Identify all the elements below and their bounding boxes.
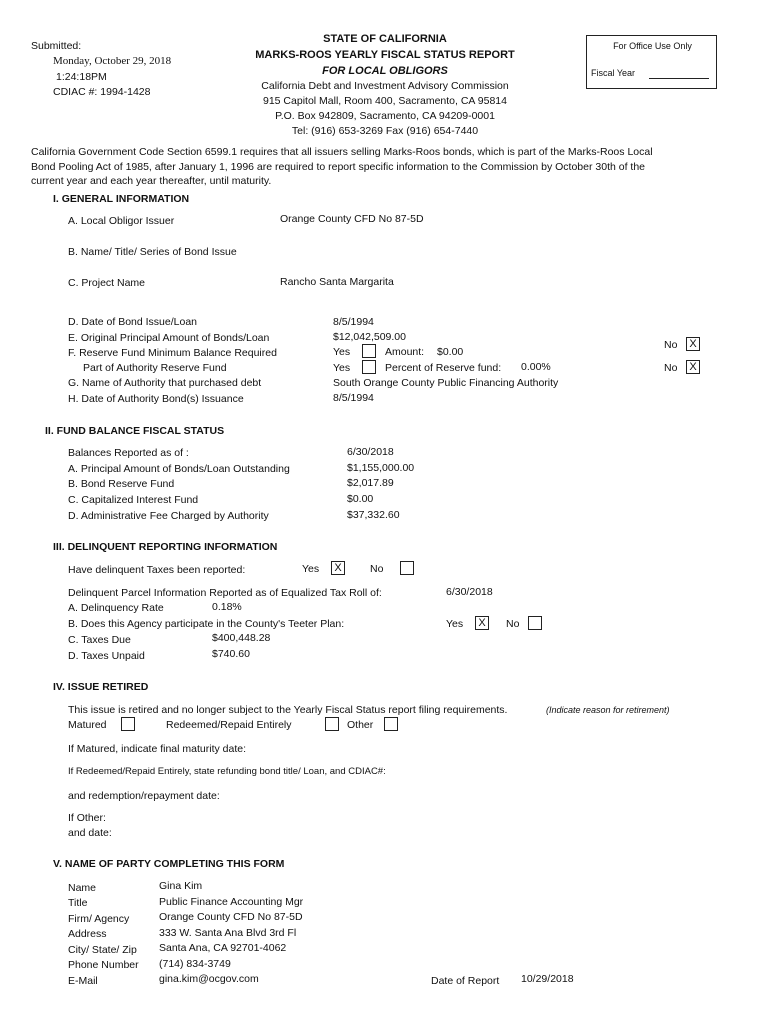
redemption-date-label: and redemption/repayment date: (68, 790, 220, 802)
contact-city-value: Santa Ana, CA 92701-4062 (159, 942, 287, 954)
section-delinquent-reporting: III. DELINQUENT REPORTING INFORMATION (53, 541, 278, 553)
section-general-information: I. GENERAL INFORMATION (53, 193, 190, 205)
reserve-yes-checkbox[interactable] (362, 344, 376, 358)
capitalized-interest-label: C. Capitalized Interest Fund (68, 494, 199, 506)
matured-label: Matured (68, 719, 107, 731)
section-completing-party: V. NAME OF PARTY COMPLETING THIS FORM (53, 858, 285, 870)
contact-name-label: Name (68, 882, 97, 894)
agency-address: 915 Capitol Mall, Room 400, Sacramento, CA 95814 (263, 95, 507, 107)
project-name-label: C. Project Name (68, 277, 146, 289)
balances-as-of-value: 6/30/2018 (347, 446, 394, 458)
admin-fee-value: $37,332.60 (347, 509, 400, 521)
fiscal-year-field[interactable] (649, 78, 709, 79)
bond-issue-name-label: B. Name/ Title/ Series of Bond Issue (68, 246, 237, 258)
contact-firm-label: Firm/ Agency (68, 913, 130, 925)
teeter-no-label: No (506, 618, 520, 630)
authority-reserve-no-label: No (664, 362, 678, 374)
bond-reserve-fund-label: B. Bond Reserve Fund (68, 478, 175, 490)
contact-phone-label: Phone Number (68, 959, 139, 971)
taxes-unpaid-label: D. Taxes Unpaid (68, 650, 145, 662)
contact-city-label: City/ State/ Zip (68, 944, 137, 956)
authority-bond-date-value: 8/5/1994 (333, 392, 374, 404)
reserve-no-label: No (664, 339, 678, 351)
reserve-percent-value: 0.00% (521, 361, 551, 373)
state-heading: STATE OF CALIFORNIA (323, 33, 447, 45)
taxes-due-label: C. Taxes Due (68, 634, 131, 646)
contact-title-label: Title (68, 897, 88, 909)
matured-checkbox[interactable] (121, 717, 135, 731)
admin-fee-label: D. Administrative Fee Charged by Authority (68, 510, 269, 522)
bond-issue-date-value: 8/5/1994 (333, 316, 374, 328)
project-name-value: Rancho Santa Margarita (280, 276, 394, 288)
contact-phone-value: (714) 834-3749 (159, 958, 231, 970)
agency-name: California Debt and Investment Advisory Commission (261, 80, 509, 92)
local-obligor-label: A. Local Obligor Issuer (68, 215, 175, 227)
parcel-info-date: 6/30/2018 (446, 586, 493, 598)
authority-name-value: South Orange County Public Financing Authority (333, 377, 559, 389)
submitted-label: Submitted: (31, 40, 82, 52)
teeter-plan-label: B. Does this Agency participate in the County's Teeter Plan: (68, 618, 345, 630)
other-label: Other (347, 719, 374, 731)
delinquency-rate-label: A. Delinquency Rate (68, 602, 164, 614)
intro-line-1: California Government Code Section 6599.1 requires that all issuers selling Marks-Roos bonds, which is part of the Marks-Roos Local (31, 146, 653, 158)
refunding-info-label: If Redeemed/Repaid Entirely, state refunding bond title/ Loan, and CDIAC#: (68, 766, 386, 777)
teeter-yes-label: Yes (446, 618, 464, 630)
contact-email-label: E-Mail (68, 975, 98, 987)
redeemed-label: Redeemed/Repaid Entirely (166, 719, 292, 731)
office-use-title: For Office Use Only (613, 41, 692, 51)
retired-reason-note: (Indicate reason for retirement) (546, 705, 670, 715)
contact-firm-value: Orange County CFD No 87-5D (159, 911, 303, 923)
report-date-value: 10/29/2018 (521, 973, 574, 985)
authority-reserve-label: Part of Authority Reserve Fund (83, 362, 227, 374)
section-fund-balance: II. FUND BALANCE FISCAL STATUS (45, 425, 225, 437)
delinquent-reported-label: Have delinquent Taxes been reported: (68, 564, 246, 576)
delinquency-rate-value: 0.18% (212, 601, 242, 613)
taxes-due-value: $400,448.28 (212, 632, 271, 644)
reserve-amount-value: $0.00 (437, 346, 464, 358)
intro-line-3: current year and each year thereafter, until maturity. (31, 175, 272, 186)
report-date-label: Date of Report (431, 975, 500, 987)
contact-address-label: Address (68, 928, 107, 940)
reserve-percent-label: Percent of Reserve fund: (385, 362, 502, 374)
teeter-no-checkbox[interactable] (528, 616, 542, 630)
delinquent-yes-checkbox[interactable]: X (331, 561, 345, 575)
contact-email-value: gina.kim@ocgov.com (159, 973, 259, 985)
reserve-yes-label: Yes (333, 346, 351, 358)
submitted-time: 1:24:18PM (56, 71, 107, 83)
authority-reserve-yes-label: Yes (333, 362, 351, 374)
cdiac-number: CDIAC #: 1994-1428 (53, 86, 151, 98)
reserve-fund-label: F. Reserve Fund Minimum Balance Required (68, 347, 277, 359)
intro-line-2: Bond Pooling Act of 1985, after January 1, 1996 are required to report specific information to the Commission by October 30th of the (31, 161, 646, 173)
report-subtitle: FOR LOCAL OBLIGORS (322, 65, 448, 77)
contact-title-value: Public Finance Accounting Mgr (159, 896, 304, 908)
contact-name-value: Gina Kim (159, 880, 203, 892)
if-other-label: If Other: (68, 812, 106, 824)
parcel-info-label: Delinquent Parcel Information Reported as of Equalized Tax Roll of: (68, 587, 382, 599)
agency-po-box: P.O. Box 942809, Sacramento, CA 94209-0001 (275, 110, 495, 122)
report-title: MARKS-ROOS YEARLY FISCAL STATUS REPORT (255, 49, 515, 61)
authority-reserve-yes-checkbox[interactable] (362, 360, 376, 374)
redeemed-checkbox[interactable] (325, 717, 339, 731)
principal-amount-value: $12,042,509.00 (333, 331, 406, 343)
bond-issue-date-label: D. Date of Bond Issue/Loan (68, 316, 197, 328)
reserve-no-checkbox[interactable]: X (686, 337, 700, 351)
submitted-date: Monday, October 29, 2018 (53, 55, 172, 67)
maturity-date-label: If Matured, indicate final maturity date: (68, 743, 247, 755)
delinquent-no-checkbox[interactable] (400, 561, 414, 575)
reserve-amount-label: Amount: (385, 346, 425, 358)
taxes-unpaid-value: $740.60 (212, 648, 250, 660)
authority-bond-date-label: H. Date of Authority Bond(s) Issuance (68, 393, 244, 405)
principal-amount-label: E. Original Principal Amount of Bonds/Loan (68, 332, 270, 344)
delinquent-no-label: No (370, 563, 384, 575)
authority-name-label: G. Name of Authority that purchased debt (68, 377, 262, 389)
other-date-label: and date: (68, 827, 112, 839)
contact-address-value: 333 W. Santa Ana Blvd 3rd Fl (159, 927, 297, 939)
bond-reserve-fund-value: $2,017.89 (347, 477, 394, 489)
fiscal-year-label: Fiscal Year (591, 68, 636, 78)
section-issue-retired: IV. ISSUE RETIRED (53, 681, 149, 693)
principal-outstanding-label: A. Principal Amount of Bonds/Loan Outstanding (68, 463, 290, 475)
office-use-box (586, 35, 717, 89)
authority-reserve-no-checkbox[interactable]: X (686, 360, 700, 374)
teeter-yes-checkbox[interactable]: X (475, 616, 489, 630)
capitalized-interest-value: $0.00 (347, 493, 374, 505)
other-checkbox[interactable] (384, 717, 398, 731)
principal-outstanding-value: $1,155,000.00 (347, 462, 415, 474)
delinquent-yes-label: Yes (302, 563, 320, 575)
local-obligor-value: Orange County CFD No 87-5D (280, 213, 424, 225)
agency-phone: Tel: (916) 653-3269 Fax (916) 654-7440 (291, 125, 479, 137)
retired-statement: This issue is retired and no longer subject to the Yearly Fiscal Status report filing requirements. (68, 704, 508, 716)
balances-as-of-label: Balances Reported as of : (68, 447, 189, 459)
